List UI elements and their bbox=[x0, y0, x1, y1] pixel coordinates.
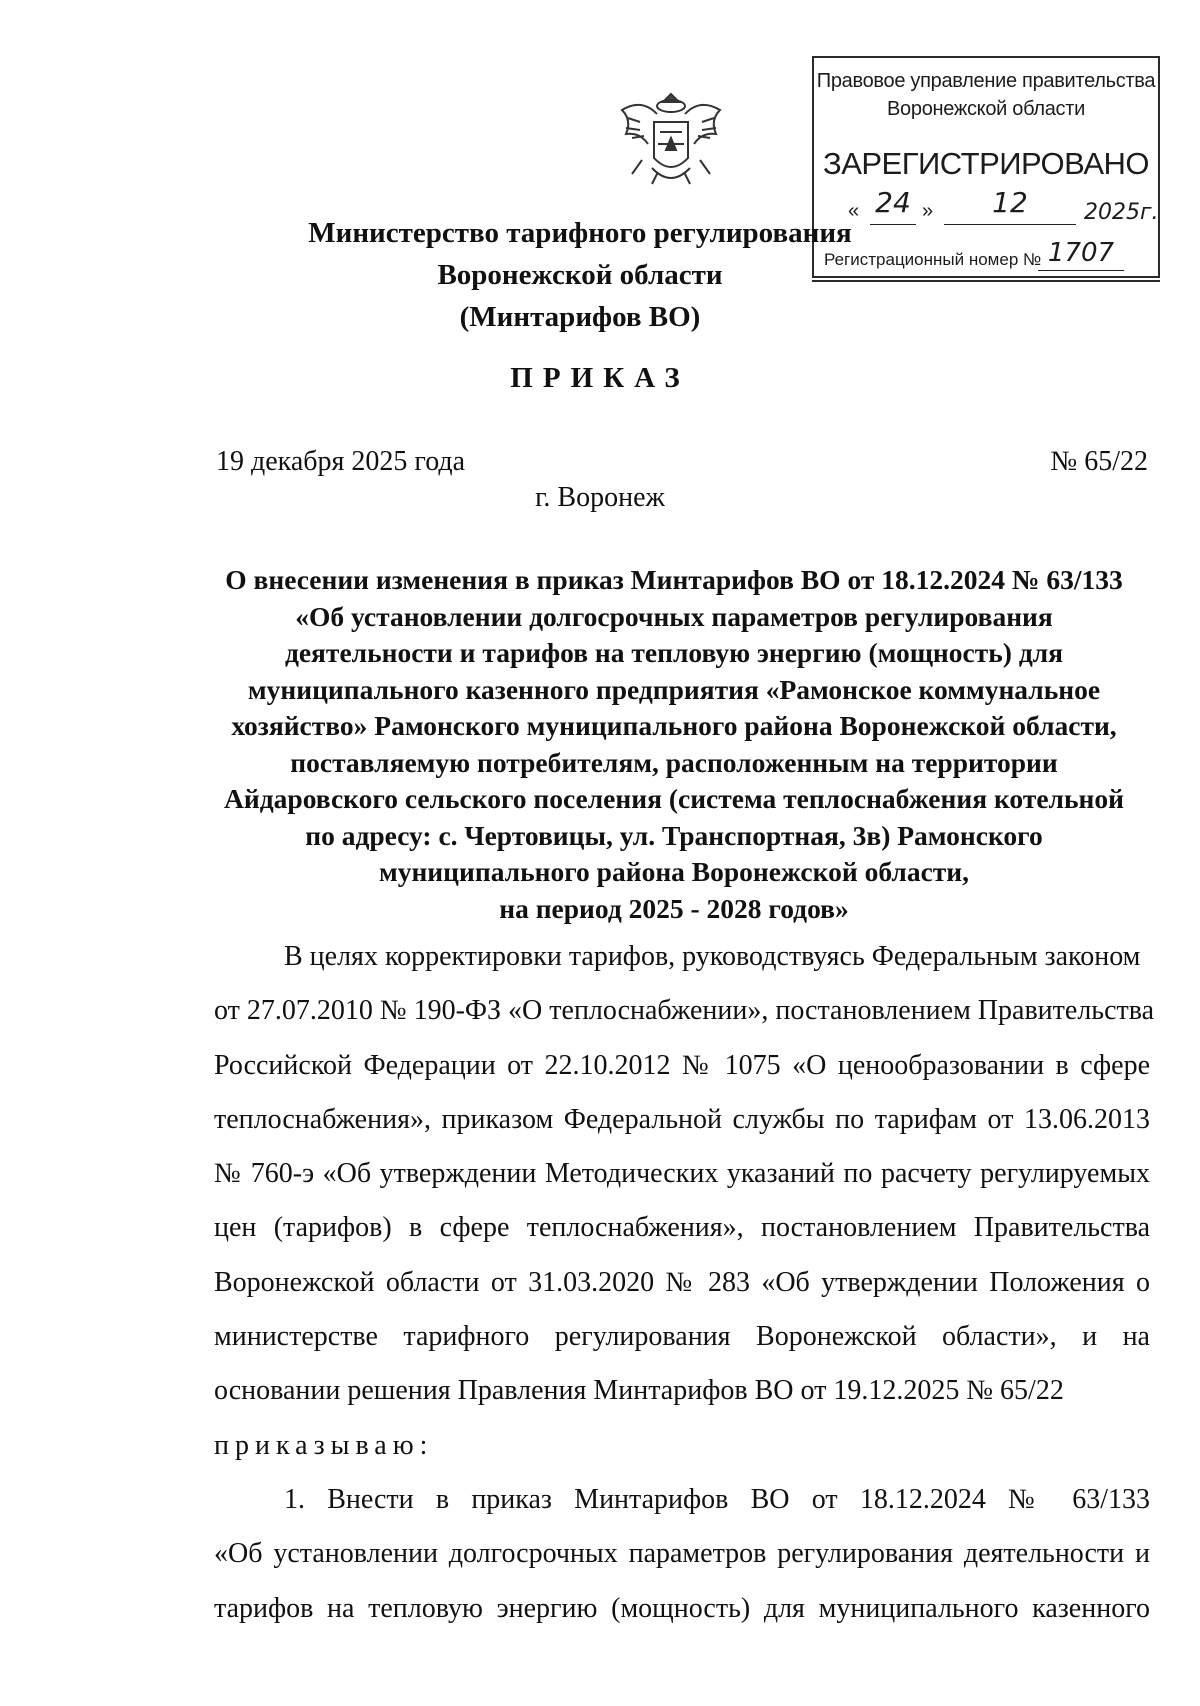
subject-line: муниципального казенного предприятия «Рамонское коммунальное bbox=[247, 673, 1101, 705]
ministry-header bbox=[300, 212, 860, 338]
body-line: «Об установлении долгосрочных параметров регулирования деятельности и bbox=[214, 1538, 1150, 1570]
body-line: основании решения Правления Минтарифов ВО от 19.12.2025 № 65/22 bbox=[214, 1375, 1064, 1407]
body-line: Российской Федерации от 22.10.2012 № 1075 «О ценообразовании в сфере bbox=[214, 1049, 1150, 1081]
body-line: теплоснабжения», приказом Федеральной службы по тарифам от 13.06.2013 bbox=[214, 1103, 1150, 1135]
stamp-year: 2025г. bbox=[1084, 200, 1159, 225]
subject-line: хозяйство» Рамонского муниципального района Воронежской области, bbox=[231, 710, 1117, 741]
order-subject bbox=[200, 562, 1148, 927]
stamp-authority-line2: Воронежской области bbox=[887, 98, 1085, 120]
body-line: цен (тарифов) в сфере теплоснабжения», постановлением Правительства bbox=[214, 1212, 1150, 1244]
stamp-month: 12 bbox=[944, 186, 1076, 225]
subject-line: поставляемую потребителям, расположенным на территории bbox=[290, 746, 1058, 778]
body-line: № 760-э «Об утверждении Методических указаний по расчету регулируемых bbox=[214, 1158, 1150, 1190]
body-line: от 27.07.2010 № 190-ФЗ «О теплоснабжении», постановлением Правительства bbox=[214, 995, 1155, 1027]
stamp-day: 24 bbox=[870, 186, 916, 225]
coat-of-arms-emblem bbox=[612, 88, 730, 192]
stamp-date bbox=[848, 186, 1159, 230]
order-city: г. Воронеж bbox=[535, 482, 665, 513]
stamp-registration-number bbox=[824, 238, 1154, 274]
subject-line: по адресу: с. Чертовицы, ул. Транспортная, 3в) Рамонского bbox=[305, 819, 1043, 851]
ministry-name-line1: Министерство тарифного регулирования bbox=[308, 217, 852, 249]
stamp-reg-number-value: 1707 bbox=[1038, 238, 1124, 271]
body-line-item-1: 1. Внести в приказ Минтарифов ВО от 18.12.2024 № 63/133 bbox=[284, 1483, 1150, 1515]
subject-line: О внесении изменения в приказ Минтарифов ВО от 18.12.2024 № 63/133 bbox=[225, 564, 1123, 595]
subject-line: «Об установлении долгосрочных параметров регулирования bbox=[295, 600, 1053, 632]
subject-line: муниципального района Воронежской области, bbox=[378, 856, 969, 887]
body-line: В целях корректировки тарифов, руководствуясь Федеральным законом bbox=[284, 941, 1141, 972]
stamp-authority-line1: Правовое управление правительства bbox=[816, 70, 1156, 92]
order-title: ПРИКАЗ bbox=[510, 362, 690, 394]
ministry-name-line2: Воронежской области bbox=[437, 259, 723, 291]
stamp-divider bbox=[812, 280, 1160, 282]
order-body bbox=[214, 930, 1155, 1636]
registration-stamp bbox=[812, 56, 1160, 278]
body-line: тарифов на тепловую энергию (мощность) для муниципального казенного bbox=[214, 1592, 1150, 1624]
subject-line: на период 2025 - 2028 годов» bbox=[499, 892, 849, 924]
stamp-quote-close: » bbox=[922, 200, 934, 222]
order-number: № 65/22 bbox=[1050, 446, 1148, 477]
stamp-reg-number-label: Регистрационный номер № bbox=[824, 250, 1042, 269]
body-line: министерстве тарифного регулирования Воронежской области», и на bbox=[214, 1321, 1150, 1353]
stamp-registered-label: ЗАРЕГИСТРИРОВАНО bbox=[822, 146, 1149, 181]
subject-line: деятельности и тарифов на тепловую энергию (мощность) для bbox=[284, 637, 1064, 668]
order-date: 19 декабря 2025 года bbox=[216, 446, 466, 477]
subject-line: Айдаровского сельского поселения (система теплоснабжения котельной bbox=[224, 783, 1124, 814]
body-line-order-verb: приказываю: bbox=[214, 1429, 434, 1461]
stamp-quote-open: « bbox=[848, 200, 860, 222]
ministry-abbreviation: (Минтарифов ВО) bbox=[459, 301, 701, 333]
body-line: Воронежской области от 31.03.2020 № 283 «Об утверждении Положения о bbox=[214, 1266, 1150, 1298]
